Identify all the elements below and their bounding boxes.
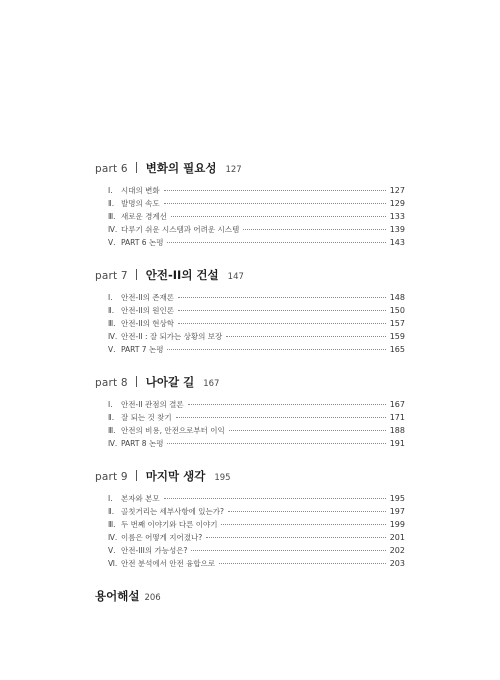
toc-entry [95,305,405,318]
glossary-heading [95,588,405,604]
entry-number: Ⅳ. [108,225,118,234]
part-label: part 9 [95,471,128,483]
entry-number: Ⅱ. [108,507,115,516]
toc-entry [95,506,405,519]
entry-title: PART 8 논평 [121,439,164,448]
entry-number: Ⅳ. [108,439,118,448]
entry-title: 안전-II의 원인론 [121,306,174,315]
dot-leader [176,417,386,418]
dot-leader [164,190,386,191]
dot-leader [178,297,386,298]
entry-page-number: 197 [389,507,405,516]
dot-leader [191,550,385,551]
part-page-number: 167 [203,379,220,389]
part-6-section [95,160,405,250]
toc-entry [95,237,405,250]
entry-title: 안전-II의 존재론 [121,293,174,302]
dot-leader [167,349,385,350]
entry-page-number: 171 [389,413,405,422]
dot-leader [167,242,385,243]
toc-entry [95,344,405,357]
entry-title: 이름은 어떻게 지어졌나? [121,533,203,542]
toc-entry [95,331,405,344]
dot-leader [229,430,386,431]
entry-title: 안전 분석에서 안전 융합으로 [121,559,216,568]
dot-leader [164,498,386,499]
entry-title: 안전-II : 잘 되가는 상황의 보장 [121,332,223,341]
entry-number: Ⅲ. [108,426,116,435]
toc-entry [95,425,405,438]
dot-leader [188,404,386,405]
entry-page-number: 165 [389,345,405,354]
entry-title: 안전의 비용, 안전으로부터 이익 [121,426,225,435]
entry-title: 발명의 속도 [121,199,160,208]
entry-page-number: 133 [389,212,405,221]
entry-number: Ⅱ. [108,306,115,315]
entry-page-number: 129 [389,199,405,208]
dot-leader [243,229,386,230]
entry-number: Ⅰ. [108,186,113,195]
dot-leader [228,511,386,512]
entry-number: Ⅴ. [108,238,116,247]
entry-title: PART 7 논평 [121,345,164,354]
entry-page-number: 148 [389,293,405,302]
dot-leader [206,537,386,538]
part-page-number: 147 [227,272,244,282]
dot-leader [167,443,385,444]
entry-page-number: 202 [389,546,405,555]
entry-page-number: 127 [389,186,405,195]
table-of-contents [95,160,405,604]
glossary-page-number: 206 [144,593,161,603]
entry-number: Ⅳ. [108,533,118,542]
entry-page-number: 159 [389,332,405,341]
entry-number: Ⅴ. [108,546,116,555]
entry-title: 안전-II의 현상학 [121,319,174,328]
entry-title: 잘 되는 것 찾기 [121,413,172,422]
entry-number: Ⅲ. [108,319,116,328]
toc-entry [95,211,405,224]
entry-page-number: 191 [389,439,405,448]
entry-title: PART 6 논평 [121,238,164,247]
entry-title: 시대의 변화 [121,186,160,195]
entry-page-number: 139 [389,225,405,234]
part-title: 변화의 필요성 [145,161,217,175]
toc-entry [95,438,405,451]
part-heading [95,468,405,490]
entry-page-number: 150 [389,306,405,315]
part-title: 안전-II의 건설 [145,268,219,282]
part-title: 마지막 생각 [145,469,206,483]
toc-entry [95,292,405,305]
part-separator [136,269,137,280]
dot-leader [178,323,386,324]
entry-page-number: 201 [389,533,405,542]
entry-number: Ⅴ. [108,345,116,354]
entry-number: Ⅲ. [108,520,116,529]
entry-title: 다루기 쉬운 시스템과 어려운 시스템 [121,225,240,234]
toc-entry [95,519,405,532]
dot-leader [178,310,386,311]
toc-entry [95,399,405,412]
part-8-section [95,374,405,451]
entry-number: Ⅰ. [108,494,113,503]
part-label: part 8 [95,377,128,389]
part-label: part 7 [95,270,128,282]
dot-leader [219,563,386,564]
entry-number: Ⅱ. [108,413,115,422]
part-separator [136,470,137,481]
part-9-section [95,468,405,571]
part-heading [95,267,405,289]
entry-page-number: 195 [389,494,405,503]
entry-page-number: 157 [389,319,405,328]
part-separator [136,376,137,387]
part-page-number: 127 [225,165,242,175]
toc-entry [95,318,405,331]
entry-title: 안전-III의 가능성은? [121,546,188,555]
dot-leader [171,216,386,217]
entry-number: Ⅰ. [108,400,113,409]
entry-title: 안전-II 관점의 결론 [121,400,184,409]
entry-number: Ⅳ. [108,332,118,341]
entry-title: 두 번째 이야기와 다른 이야기 [121,520,218,529]
part-7-section [95,267,405,357]
toc-entry [95,493,405,506]
toc-entry [95,545,405,558]
entry-page-number: 143 [389,238,405,247]
part-separator [136,162,137,173]
entry-title: 새로운 경계선 [121,212,167,221]
toc-entry [95,558,405,571]
toc-entry [95,224,405,237]
part-title: 나아갈 길 [145,375,195,389]
toc-entry [95,185,405,198]
dot-leader [221,524,385,525]
part-heading [95,160,405,182]
toc-entry [95,198,405,211]
dot-leader [226,336,385,337]
entry-number: Ⅵ. [108,559,118,568]
entry-number: Ⅱ. [108,199,115,208]
part-heading [95,374,405,396]
entry-number: Ⅲ. [108,212,116,221]
entry-page-number: 188 [389,426,405,435]
part-label: part 6 [95,163,128,175]
entry-page-number: 203 [389,559,405,568]
part-page-number: 195 [214,473,231,483]
entry-page-number: 199 [389,520,405,529]
entry-title: 본자와 본모 [121,494,160,503]
entry-title: 골칫거리는 세부사항에 있는가? [121,507,224,516]
glossary-title: 용어해설 [95,589,140,603]
toc-entry [95,412,405,425]
dot-leader [164,203,386,204]
entry-number: Ⅰ. [108,293,113,302]
toc-entry [95,532,405,545]
entry-page-number: 167 [389,400,405,409]
